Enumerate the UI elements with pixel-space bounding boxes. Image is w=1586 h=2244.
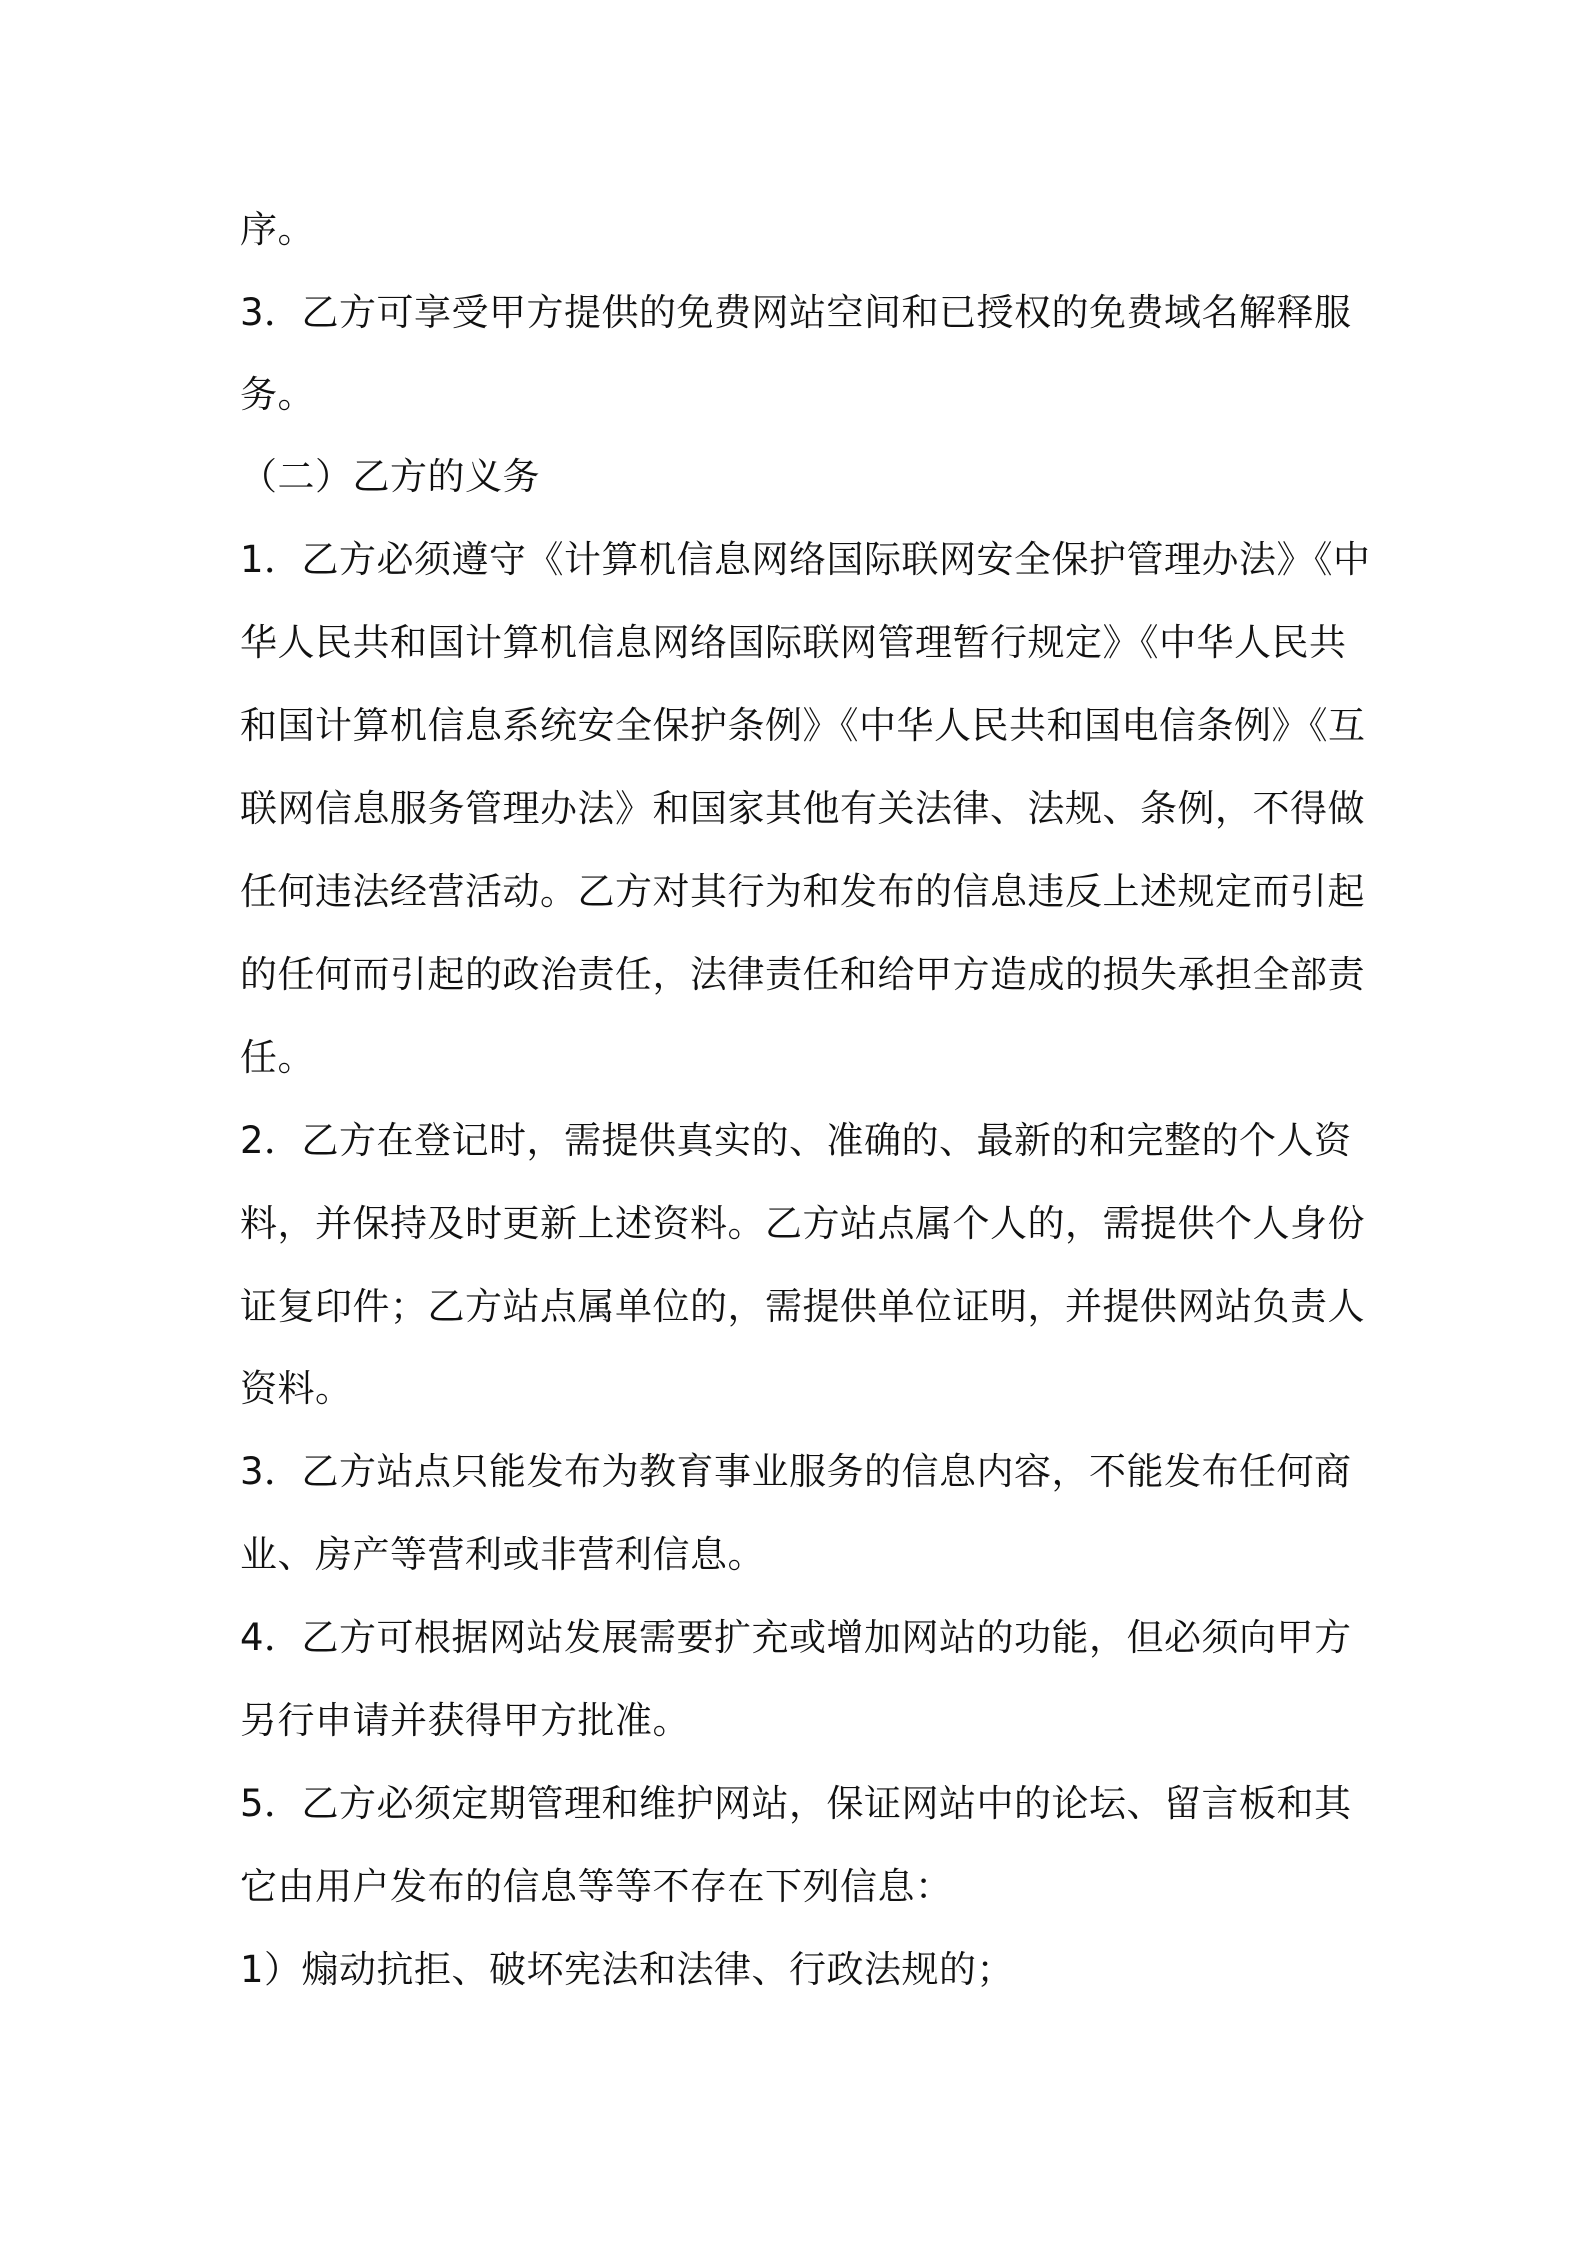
text-line: 资料。	[240, 1367, 353, 1410]
text-line: 它由用户发布的信息等等不存在下列信息：	[240, 1865, 953, 1908]
text-line: 任何违法经营活动。乙方对其行为和发布的信息违反上述规定而引起	[240, 870, 1365, 913]
text-line: 和国计算机信息系统安全保护条例》《中华人民共和国电信条例》《互	[240, 704, 1366, 747]
text-line: 料，并保持及时更新上述资料。乙方站点属个人的，需提供个人身份	[240, 1202, 1365, 1245]
text-line: 2．乙方在登记时，需提供真实的、准确的、最新的和完整的个人资	[240, 1119, 1352, 1162]
text-line: 3．乙方站点只能发布为教育事业服务的信息内容，不能发布任何商	[240, 1450, 1352, 1493]
text-line: 4．乙方可根据网站发展需要扩充或增加网站的功能，但必须向甲方	[240, 1616, 1352, 1659]
text-line: 业、房产等营利或非营利信息。	[240, 1533, 765, 1576]
text-line: 联网信息服务管理办法》和国家其他有关法律、法规、条例，不得做	[240, 787, 1365, 830]
text-line: 证复印件；乙方站点属单位的，需提供单位证明，并提供网站负责人	[240, 1285, 1365, 1328]
text-line: 序。	[240, 208, 315, 251]
section-heading: （二）乙方的义务	[240, 455, 540, 498]
text-line: 1．乙方必须遵守《计算机信息网络国际联网安全保护管理办法》《中	[240, 538, 1371, 581]
text-line: 务。	[240, 373, 315, 416]
text-line: 任。	[240, 1036, 315, 1079]
text-line: 另行申请并获得甲方批准。	[240, 1699, 690, 1742]
text-line: 的任何而引起的政治责任，法律责任和给甲方造成的损失承担全部责	[240, 953, 1365, 996]
text-line: 1）煽动抗拒、破坏宪法和法律、行政法规的；	[240, 1948, 1015, 1991]
text-line: 华人民共和国计算机信息网络国际联网管理暂行规定》《中华人民共	[240, 621, 1347, 664]
text-line: 5．乙方必须定期管理和维护网站，保证网站中的论坛、留言板和其	[240, 1782, 1352, 1825]
text-line: 3．乙方可享受甲方提供的免费网站空间和已授权的免费域名解释服	[240, 291, 1352, 334]
